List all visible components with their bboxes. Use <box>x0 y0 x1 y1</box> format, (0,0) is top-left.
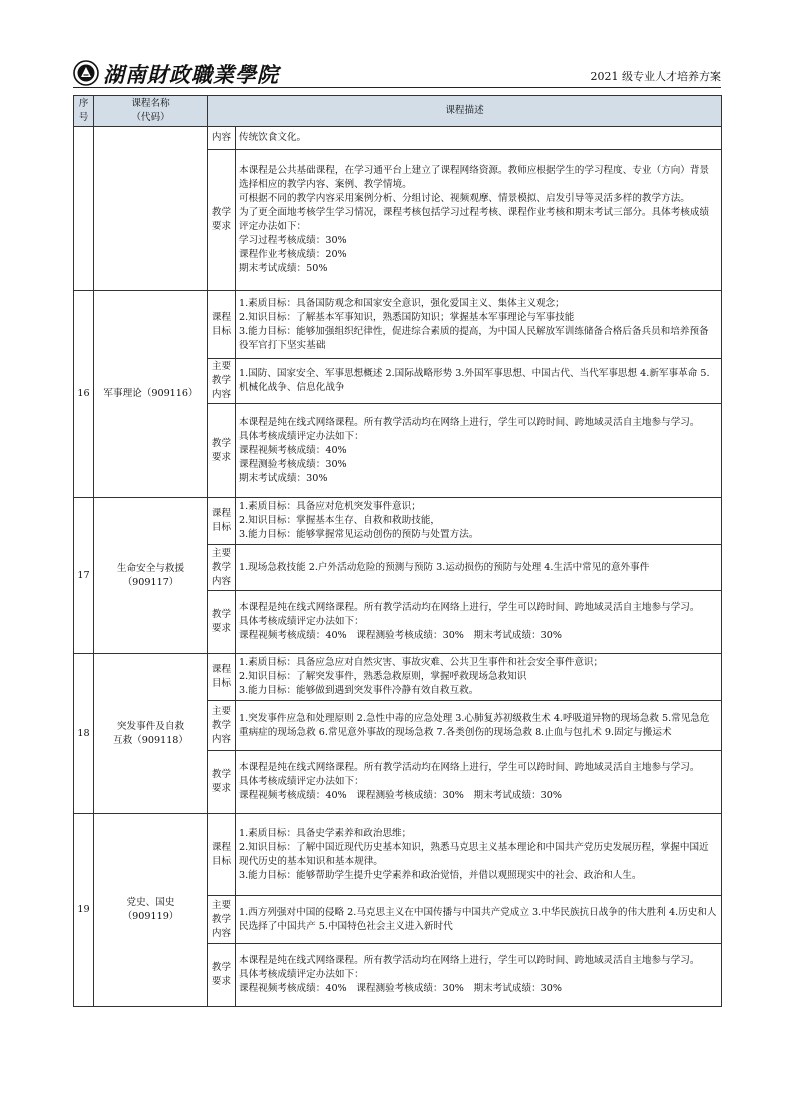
school-name: 湖南財政職業學院 <box>103 62 279 87</box>
label-requirement: 教学 要求 <box>208 944 236 1007</box>
page-header <box>73 52 721 88</box>
prev-requirement: 本课程是公共基础课程，在学习通平台上建立了课程网络资源。教师应根据学生的学习程度、专业（方向）背景选择相应的教学内容、案例、教学情境。 可根据不同的教学内容采用案例分析、分组讨论、视频观摩、情景模拟、启发引导等灵活多样的教学方法。 为了更全面地考核学生学习情况，课程考核包括学习过程考核、课程作业考核和期末考试三部分。具体考核成绩评定办法如下： 学习过程考核成绩：30% 课程作业考核成绩：20% 期末考试成绩：50% <box>236 150 722 291</box>
label-main: 主要 教学 内容 <box>208 359 236 404</box>
course-19-name: 党史、国史 （909119） <box>94 814 208 1007</box>
course-table <box>73 95 722 1007</box>
label-goal: 课程 目标 <box>208 814 236 896</box>
label-requirement: 教学 要求 <box>208 150 236 291</box>
course-16-requirement: 本课程是纯在线式网络课程。所有教学活动均在网络上进行，学生可以跨时间、跨地域灵活自主地参与学习。 具体考核成绩评定办法如下： 课程视频考核成绩：40% 课程测验考核成绩：30% 期末考试成绩：30% <box>236 404 722 498</box>
course-16-name: 军事理论（909116） <box>94 291 208 498</box>
label-content: 内容 <box>208 127 236 150</box>
course-18-name: 突发事件及自救 互救（909118） <box>94 654 208 814</box>
header-name: 课程名称 （代码） <box>94 96 208 127</box>
document-title: 2021 级专业人才培养方案 <box>590 70 721 83</box>
course-18-requirement: 本课程是纯在线式网络课程。所有教学活动均在网络上进行，学生可以跨时间、跨地域灵活自主地参与学习。 具体考核成绩评定办法如下： 课程视频考核成绩：40% 课程测验考核成绩：30% 期末考试成绩：30% <box>236 751 722 814</box>
course-16-main-content: 1.国防、国家安全、军事思想概述 2.国际战略形势 3.外国军事思想、中国古代、当代军事思想 4.新军事革命 5.机械化战争、信息化战争 <box>236 359 722 404</box>
school-logo-icon <box>73 60 99 86</box>
prev-name-cell <box>94 127 208 291</box>
label-main: 主要 教学 内容 <box>208 896 236 944</box>
label-requirement: 教学 要求 <box>208 591 236 654</box>
course-17-main-content: 1.现场急救技能 2.户外活动危险的预测与预防 3.运动损伤的预防与处理 4.生活中常见的意外事件 <box>236 545 722 591</box>
label-goal: 课程 目标 <box>208 654 236 701</box>
course-17-name: 生命安全与救援 （909117） <box>94 498 208 654</box>
course-18-main-content: 1.突发事件应急和处理原则 2.急性中毒的应急处理 3.心肺复苏初级救生术 4.呼吸道异物的现场急救 5.常见急危重病症的现场急救 6.常见意外事故的现场急救 7.各类创伤的现场急救 8.止血与包扎术 9.固定与搬运术 <box>236 701 722 751</box>
prev-content: 传统饮食文化。 <box>236 127 722 150</box>
header-num: 序 号 <box>74 96 94 127</box>
header-desc: 课程描述 <box>208 96 722 127</box>
label-goal: 课程 目标 <box>208 291 236 359</box>
course-16-goals: 1.素质目标：具备国防观念和国家安全意识，强化爱国主义、集体主义观念； 2.知识目标：了解基本军事知识，熟悉国防知识；掌握基本军事理论与军事技能 3.能力目标：能够加强组织纪律性，促进综合素质的提高，为中国人民解放军训练储备合格后备兵员和培养预备役军官打下坚实基础 <box>236 291 722 359</box>
prev-num-cell <box>74 127 94 291</box>
course-18-number: 18 <box>74 654 94 814</box>
course-19-goals: 1.素质目标：具备史学素养和政治思维； 2.知识目标：了解中国近现代历史基本知识，熟悉马克思主义基本理论和中国共产党历史发展历程，掌握中国近现代历史的基本知识和基本规律。 3.能力目标：能够帮助学生提升史学素养和政治觉悟，并借以观照现实中的社会、政治和人生。 <box>236 814 722 896</box>
label-requirement: 教学 要求 <box>208 751 236 814</box>
course-17-goals: 1.素质目标：具备应对危机突发事件意识； 2.知识目标：掌握基本生存、自救和救助技能， 3.能力目标：能够掌握常见运动创伤的预防与处置方法。 <box>236 498 722 545</box>
course-17-requirement: 本课程是纯在线式网络课程。所有教学活动均在网络上进行，学生可以跨时间、跨地域灵活自主地参与学习。 具体考核成绩评定办法如下： 课程视频考核成绩：40% 课程测验考核成绩：30% 期末考试成绩：30% <box>236 591 722 654</box>
course-16-number: 16 <box>74 291 94 498</box>
course-18-goals: 1.素质目标：具备应急应对自然灾害、事故灾难、公共卫生事件和社会安全事件意识； 2.知识目标：了解突发事件，熟悉急救原则，掌握呼救现场急救知识 3.能力目标：能够做到遇到突发事件冷静有效自救互救。 <box>236 654 722 701</box>
course-19-requirement: 本课程是纯在线式网络课程。所有教学活动均在网络上进行，学生可以跨时间、跨地域灵活自主地参与学习。 具体考核成绩评定办法如下： 课程视频考核成绩：40% 课程测验考核成绩：30% 期末考试成绩：30% <box>236 944 722 1007</box>
label-requirement: 教学 要求 <box>208 404 236 498</box>
header-rule <box>73 87 721 88</box>
label-main: 主要 教学 内容 <box>208 701 236 751</box>
label-goal: 课程 目标 <box>208 498 236 545</box>
course-19-main-content: 1.西方列强对中国的侵略 2.马克思主义在中国传播与中国共产党成立 3.中华民族抗日战争的伟大胜利 4.历史和人民选择了中国共产 5.中国特色社会主义进入新时代 <box>236 896 722 944</box>
course-19-number: 19 <box>74 814 94 1007</box>
course-17-number: 17 <box>74 498 94 654</box>
label-main: 主要 教学 内容 <box>208 545 236 591</box>
